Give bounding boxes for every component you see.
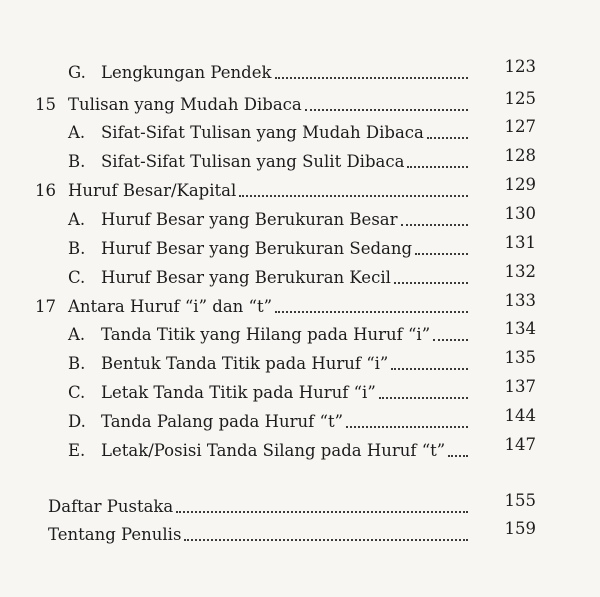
toc-entry-page: 159 bbox=[504, 519, 536, 538]
toc-chapter-15[interactable] bbox=[35, 84, 536, 114]
dot-leader bbox=[379, 397, 468, 399]
toc-entry-number: G. bbox=[68, 63, 86, 82]
toc-entry-page: 127 bbox=[504, 117, 536, 136]
dot-leader bbox=[448, 455, 468, 457]
toc-entry-number: B. bbox=[68, 239, 86, 258]
toc-entry-number: A. bbox=[68, 123, 86, 142]
toc-entry-title: Sifat-Sifat Tulisan yang Mudah Dibaca bbox=[101, 123, 424, 142]
dot-leader bbox=[415, 253, 468, 255]
chapter-title: Huruf Besar/Kapital bbox=[68, 181, 237, 200]
toc-entry-sifat-sulit-dibaca[interactable] bbox=[68, 141, 536, 171]
dot-leader bbox=[239, 195, 468, 197]
toc-entry-bentuk-titik[interactable] bbox=[68, 343, 536, 373]
toc-entry-page: 123 bbox=[504, 57, 536, 76]
toc-entry-tanda-palang[interactable] bbox=[68, 401, 536, 431]
toc-entry-huruf-besar-kecil[interactable] bbox=[68, 257, 536, 287]
dot-leader bbox=[391, 368, 468, 370]
toc-entry-titik-hilang[interactable] bbox=[68, 314, 536, 344]
toc-entry-sifat-mudah-dibaca[interactable] bbox=[68, 112, 536, 142]
toc-entry-page: 137 bbox=[504, 377, 536, 396]
dot-leader bbox=[394, 282, 468, 284]
toc-entry-number: A. bbox=[68, 210, 86, 229]
toc-entry-page: 130 bbox=[504, 204, 536, 223]
toc-entry-title: Tanda Titik yang Hilang pada Huruf “i” bbox=[101, 325, 431, 344]
dot-leader bbox=[176, 511, 468, 513]
dot-leader bbox=[346, 426, 468, 428]
toc-entry-title: Huruf Besar yang Berukuran Sedang bbox=[101, 239, 413, 258]
toc-entry-title: Daftar Pustaka bbox=[48, 497, 174, 516]
toc-entry-page: 128 bbox=[504, 146, 536, 165]
dot-leader bbox=[427, 137, 468, 139]
dot-leader bbox=[407, 166, 468, 168]
toc-entry-title: Tanda Palang pada Huruf “t” bbox=[101, 412, 344, 431]
toc-entry-page: 147 bbox=[504, 435, 536, 454]
toc-tentang-penulis[interactable] bbox=[48, 514, 536, 544]
toc-entry-huruf-besar-besar[interactable] bbox=[68, 199, 536, 229]
toc-chapter-17[interactable] bbox=[35, 286, 536, 316]
toc-entry-huruf-besar-sedang[interactable] bbox=[68, 228, 536, 258]
toc-entry-number: C. bbox=[68, 268, 86, 287]
toc-chapter-16[interactable] bbox=[35, 170, 536, 200]
toc-daftar-pustaka[interactable] bbox=[48, 486, 536, 516]
chapter-title: Antara Huruf “i” dan “t” bbox=[68, 297, 273, 316]
chapter-page: 125 bbox=[504, 89, 536, 108]
toc-entry-number: B. bbox=[68, 354, 86, 373]
toc-entry-number: E. bbox=[68, 441, 86, 460]
dot-leader bbox=[275, 311, 468, 313]
toc-entry-page: 132 bbox=[504, 262, 536, 281]
chapter-page: 133 bbox=[504, 291, 536, 310]
toc-entry-letak-titik[interactable] bbox=[68, 372, 536, 402]
toc-entry-letak-tanda-silang[interactable] bbox=[68, 430, 536, 460]
toc-entry-number: A. bbox=[68, 325, 86, 344]
dot-leader bbox=[401, 224, 468, 226]
chapter-title: Tulisan yang Mudah Dibaca bbox=[68, 95, 302, 114]
toc-entry-title: Huruf Besar yang Berukuran Kecil bbox=[101, 268, 391, 287]
toc-entry-title: Huruf Besar yang Berukuran Besar bbox=[101, 210, 398, 229]
toc-entry-number: B. bbox=[68, 152, 86, 171]
chapter-page: 129 bbox=[504, 175, 536, 194]
toc-entry-page: 134 bbox=[504, 319, 536, 338]
toc-entry-title: Sifat-Sifat Tulisan yang Sulit Dibaca bbox=[101, 152, 405, 171]
dot-leader bbox=[433, 339, 468, 341]
toc-entry-page: 155 bbox=[504, 491, 536, 510]
dot-leader bbox=[305, 109, 468, 111]
chapter-number: 16 bbox=[35, 181, 56, 200]
chapter-number: 17 bbox=[35, 297, 56, 316]
toc-entry-title: Letak Tanda Titik pada Huruf “i” bbox=[101, 383, 376, 402]
toc-entry-lengkungan-pendek[interactable] bbox=[68, 52, 536, 82]
toc-entry-page: 135 bbox=[504, 348, 536, 367]
dot-leader bbox=[275, 77, 468, 79]
toc-entry-title: Letak/Posisi Tanda Silang pada Huruf “t” bbox=[101, 441, 446, 460]
chapter-number: 15 bbox=[35, 95, 56, 114]
toc-entry-title: Lengkungan Pendek bbox=[101, 63, 272, 82]
toc-entry-page: 131 bbox=[504, 233, 536, 252]
toc-entry-title: Bentuk Tanda Titik pada Huruf “i” bbox=[101, 354, 389, 373]
toc-entry-page: 144 bbox=[504, 406, 536, 425]
dot-leader bbox=[184, 539, 468, 541]
toc-entry-title: Tentang Penulis bbox=[48, 525, 182, 544]
toc-entry-number: C. bbox=[68, 383, 86, 402]
toc-entry-number: D. bbox=[68, 412, 86, 431]
